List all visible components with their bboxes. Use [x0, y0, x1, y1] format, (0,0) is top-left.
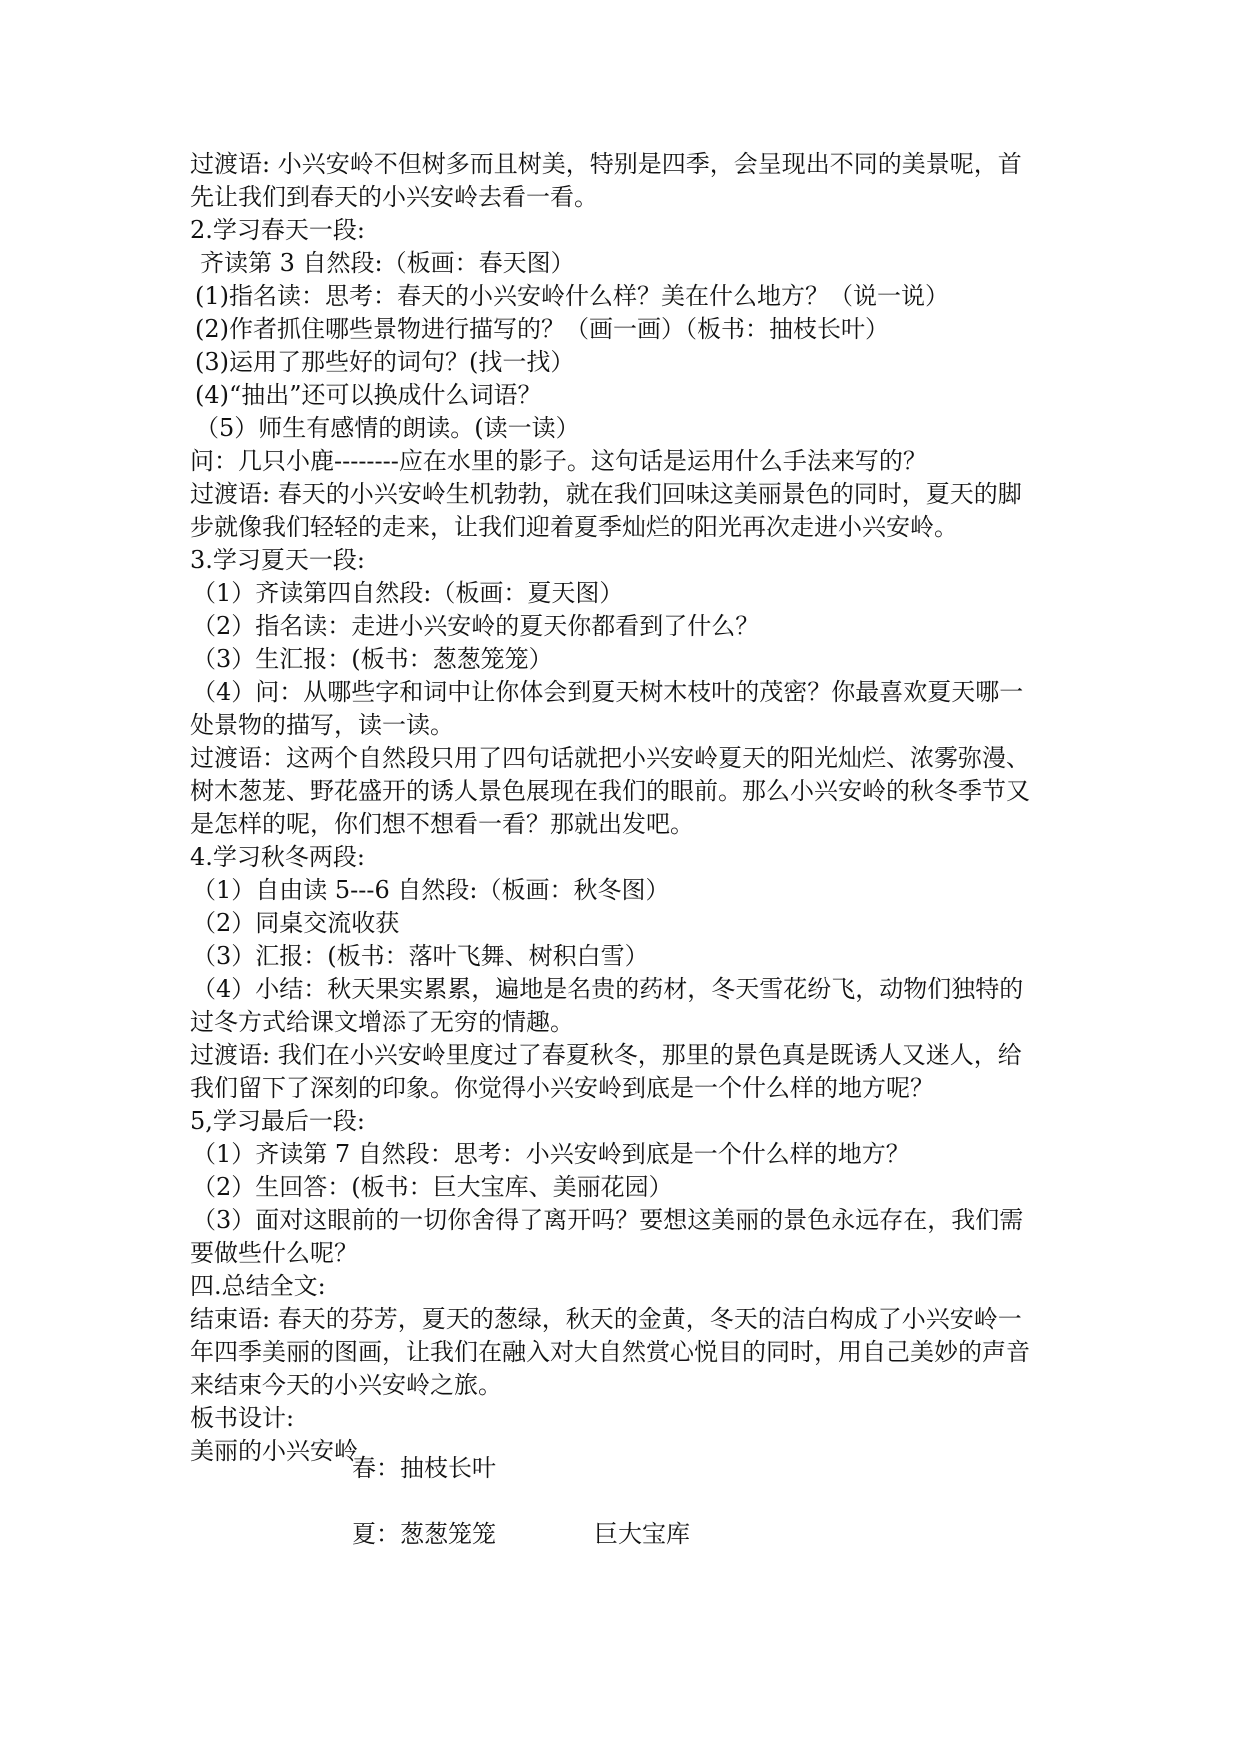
- text-line: （1）自由读 5---6 自然段:（板画：秋冬图）: [192, 876, 670, 904]
- text-line: 过冬方式给课文增添了无穷的情趣。: [190, 1008, 574, 1036]
- text-line: （4）小结：秋天果实累累，遍地是名贵的药材，冬天雪花纷飞，动物们独特的: [192, 975, 1024, 1003]
- text-line: 要做些什么呢？: [190, 1239, 358, 1267]
- text-line: 板书设计:: [190, 1404, 295, 1432]
- text-line: （1）齐读第四自然段:（板画：夏天图）: [192, 579, 624, 607]
- text-line: 问：几只小鹿--------应在水里的影子。这句话是运用什么手法来写的？: [190, 447, 927, 475]
- text-line: 美丽的小兴安岭: [190, 1437, 358, 1465]
- text-line: 齐读第 3 自然段:（板画：春天图）: [200, 249, 575, 277]
- board-spring: 春：抽枝长叶: [352, 1454, 496, 1482]
- text-line: （3）生汇报：(板书：葱葱笼笼）: [192, 645, 553, 673]
- text-line: 过渡语: 小兴安岭不但树多而且树美，特别是四季，会呈现出不同的美景呢，首: [190, 150, 1022, 178]
- text-line: 2.学习春天一段:: [190, 216, 365, 244]
- text-line: 5,学习最后一段:: [190, 1107, 365, 1135]
- text-line: 先让我们到春天的小兴安岭去看一看。: [190, 183, 598, 211]
- text-line: 我们留下了深刻的印象。你觉得小兴安岭到底是一个什么样的地方呢？: [190, 1074, 934, 1102]
- text-line: （3）面对这眼前的一切你舍得了离开吗？要想这美丽的景色永远存在，我们需: [192, 1206, 1024, 1234]
- text-line: 是怎样的呢，你们想不想看一看？那就出发吧。: [190, 810, 694, 838]
- text-line: （2）指名读：走进小兴安岭的夏天你都看到了什么？: [192, 612, 760, 640]
- text-line: (1)指名读：思考：春天的小兴安岭什么样？美在什么地方？（说一说）: [195, 282, 949, 310]
- text-line: 过渡语: 我们在小兴安岭里度过了春夏秋冬，那里的景色真是既诱人又迷人，给: [190, 1041, 1022, 1069]
- text-line: 结束语: 春天的芬芳，夏天的葱绿，秋天的金黄，冬天的洁白构成了小兴安岭一: [190, 1305, 1022, 1333]
- text-line: 4.学习秋冬两段:: [190, 843, 365, 871]
- text-line: （1）齐读第 7 自然段：思考：小兴安岭到底是一个什么样的地方？: [192, 1140, 910, 1168]
- text-line: 过渡语：这两个自然段只用了四句话就把小兴安岭夏天的阳光灿烂、浓雾弥漫、: [190, 744, 1030, 772]
- text-line: 树木葱茏、野花盛开的诱人景色展现在我们的眼前。那么小兴安岭的秋冬季节又: [190, 777, 1030, 805]
- text-line: （3）汇报：(板书：落叶飞舞、树积白雪）: [192, 942, 649, 970]
- text-line: （2）生回答：(板书：巨大宝库、美丽花园）: [192, 1173, 673, 1201]
- board-treasure: 巨大宝库: [594, 1520, 690, 1548]
- text-line: (4)“抽出”还可以换成什么词语？: [195, 381, 542, 409]
- text-line: 3.学习夏天一段:: [190, 546, 365, 574]
- text-line: （2）同桌交流收获: [192, 909, 400, 937]
- text-line: 年四季美丽的图画，让我们在融入对大自然赏心悦目的同时，用自己美妙的声音: [190, 1338, 1030, 1366]
- text-line: 步就像我们轻轻的走来，让我们迎着夏季灿烂的阳光再次走进小兴安岭。: [190, 513, 958, 541]
- text-line: (2)作者抓住哪些景物进行描写的？（画一画）（板书：抽枝长叶）: [195, 315, 889, 343]
- text-line: 处景物的描写，读一读。: [190, 711, 454, 739]
- text-line: (3)运用了那些好的词句？(找一找）: [195, 348, 575, 376]
- text-line: 四.总结全文:: [190, 1272, 326, 1300]
- text-line: 过渡语: 春天的小兴安岭生机勃勃，就在我们回味这美丽景色的同时，夏天的脚: [190, 480, 1022, 508]
- text-line: （5）师生有感情的朗读。(读一读）: [195, 414, 580, 442]
- text-line: 来结束今天的小兴安岭之旅。: [190, 1371, 502, 1399]
- text-line: （4）问：从哪些字和词中让你体会到夏天树木枝叶的茂密？你最喜欢夏天哪一: [192, 678, 1024, 706]
- board-summer: 夏：葱葱笼笼: [352, 1520, 496, 1548]
